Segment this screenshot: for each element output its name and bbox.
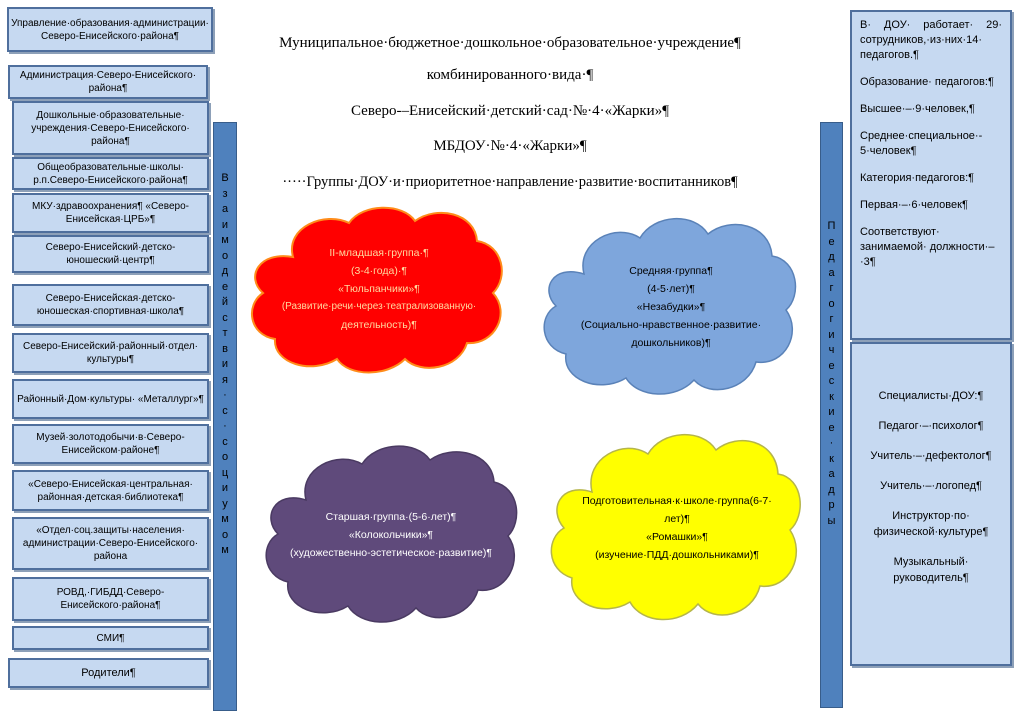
cloud-senior-line-1: Старшая·группа·(5-6·лет)¶ <box>325 511 457 523</box>
right-bar-letter: и <box>828 406 835 418</box>
left-box-administration: Администрация·Северо-Енисейского· района¶ <box>8 65 208 99</box>
right-bar-letter: с <box>828 375 835 387</box>
title-line-4: МБДОУ·№·4·«Жарки»¶ <box>433 138 587 154</box>
right-bar-letter: г <box>829 313 834 325</box>
left-bar-letter: м <box>221 544 229 556</box>
left-bar-letter: · <box>223 420 227 432</box>
left-bar-letter: с <box>222 311 228 324</box>
cloud-prep-line-2: лет)¶ <box>664 513 690 525</box>
left-box-culture-house: Районный·Дом·культуры· «Металлург»¶ <box>12 379 209 419</box>
left-box-library: «Северо-Енисейская·центральная· районная·детская·библиотека¶ <box>12 470 209 511</box>
staff-education: Образование· педагогов:¶ <box>860 76 994 88</box>
left-bar-letter: т <box>222 327 228 339</box>
staff-intro: В· ДОУ· работает· 29· сотрудников,·из·них·14· педагогов.¶ <box>860 19 1002 61</box>
left-bar-letter: е <box>221 280 229 293</box>
cloud-prep-line-1: Подготовительная·к·школе·группа(6-7· <box>582 495 772 507</box>
left-bar-letter: о <box>221 528 229 541</box>
cloud-junior-line-3: «Тюльпанчики»¶ <box>338 283 420 295</box>
right-bar-letter: е <box>828 421 835 434</box>
cloud-senior-group <box>260 440 522 630</box>
left-box-parents: Родители¶ <box>8 658 209 688</box>
specialists-panel <box>850 342 1012 666</box>
staff-panel <box>850 10 1012 340</box>
left-bar-letter: д <box>221 265 229 277</box>
title-line-3: Северо-–Енисейский·детский·сад·№·4·«Жарки»¶ <box>350 103 670 119</box>
left-box-education-dept: Управление·образования·администрации· Северо-Енисейского·района¶ <box>7 7 213 52</box>
right-bar-letter: и <box>828 328 835 341</box>
cloud-senior-line-3: (художественно-эстетическое·развитие)¶ <box>289 547 493 559</box>
specialist-defectologist: Учитель·–·дефектолог¶ <box>870 450 992 462</box>
specialists-title: Специалисты·ДОУ:¶ <box>878 390 984 402</box>
left-bar-letter: о <box>221 249 229 262</box>
cloud-junior-group <box>245 199 513 379</box>
cloud-middle-line-4: (Социально-нравственное·развитие· <box>580 319 762 331</box>
left-box-culture-dept: Северо-Енисейский·районный·отдел· культуры¶ <box>12 333 209 373</box>
specialist-psychologist: Педагог·–·психолог¶ <box>878 420 984 432</box>
cloud-junior-line-2: (3-4·года)·¶ <box>351 265 407 277</box>
left-bar-letter: з <box>222 187 228 200</box>
left-bar-letter: с <box>222 435 228 448</box>
left-box-youth-center: Северо-Енисейский·детско- юношеский·центр¶ <box>12 235 209 273</box>
left-bar-letter: · <box>223 389 227 401</box>
title-line-5: ·····Группы·ДОУ·и·приоритетное·направление·развитие·воспитанников¶ <box>282 174 738 190</box>
cloud-junior-line-5: деятельность)¶ <box>341 319 417 331</box>
staff-secondary: Среднее·специальное·- 5·человек¶ <box>860 130 983 157</box>
title-line-2: комбинированного·вида·¶ <box>426 67 594 83</box>
right-vertical-bar <box>820 122 843 708</box>
left-bar-letter: и <box>221 358 229 370</box>
cloud-junior-line-1: II-младшая·группа·¶ <box>329 247 429 259</box>
cloud-middle-line-3: «Незабудки»¶ <box>636 301 706 313</box>
specialist-music-director: Музыкальный· руководитель¶ <box>893 556 969 584</box>
right-bar-letter: а <box>828 266 835 279</box>
left-vertical-bar <box>213 122 237 711</box>
right-bar-letter: д <box>828 251 835 263</box>
left-bar-letter: и <box>221 218 229 231</box>
cloud-prep-line-4: (изучение·ПДД·дошкольниками)¶ <box>595 549 759 561</box>
staff-category: Категория·педагогов:¶ <box>860 172 975 184</box>
right-bar-letter: е <box>828 359 835 372</box>
left-bar-letter: а <box>221 203 229 215</box>
specialist-pe-instructor: Инструктор·по· физической·культуре¶ <box>873 510 989 538</box>
cloud-preparatory-group <box>548 428 806 628</box>
left-bar-letter: ц <box>221 466 229 479</box>
cloud-prep-line-3: «Ромашки»¶ <box>646 531 708 543</box>
left-bar-letter: в <box>222 342 228 355</box>
specialist-speech-therapist: Учитель·–·логопед¶ <box>880 480 982 492</box>
left-box-preschools: Дошкольные·образовательные· учреждения·Северо-Енисейского· района¶ <box>12 101 209 155</box>
left-bar-letter: и <box>221 482 229 494</box>
right-bar-letter: е <box>828 235 835 248</box>
staff-matches: Соответствуют· занимаемой· должности·–·3¶ <box>860 226 995 268</box>
right-bar-letter: к <box>829 452 834 465</box>
staff-higher: Высшее·–·9·человек,¶ <box>860 103 975 115</box>
left-bar-letter: й <box>221 296 229 308</box>
right-bar-letter: · <box>829 437 834 449</box>
right-bar-letter: о <box>828 297 835 310</box>
title-line-1: Муниципальное·бюджетное·дошкольное·образовательное·учреждение¶ <box>279 35 741 51</box>
left-box-schools: Общеобразовательные·школы· р.п.Северо-Енисейского·района¶ <box>12 157 209 190</box>
left-bar-letter: с <box>222 404 228 417</box>
cloud-middle-line-5: дошкольников)¶ <box>631 337 711 349</box>
right-bar-letter: р <box>828 499 835 511</box>
right-bar-letter: ы <box>827 514 836 527</box>
left-box-hospital: МКУ·здравоохранения¶ «Северо-Енисейская·ЦРБ»¶ <box>12 193 209 233</box>
right-bar-text <box>828 219 836 529</box>
cloud-middle-group <box>540 212 802 402</box>
right-bar-letter: ч <box>828 344 835 356</box>
left-box-police: РОВД,·ГИБДД·Северо- Енисейского·района¶ <box>12 577 209 621</box>
cloud-middle-line-1: Средняя·группа¶ <box>629 265 713 277</box>
left-bar-letter: м <box>221 513 229 525</box>
staff-first: Первая·–·6·человек¶ <box>860 199 968 211</box>
left-bar-letter: м <box>221 234 229 246</box>
left-bar-letter: о <box>221 451 229 463</box>
left-bar-letter: у <box>222 497 228 510</box>
left-bar-letter: В <box>221 172 229 184</box>
left-bar-text <box>221 171 229 559</box>
left-box-social-protection: «Отдел·соц.защиты·населения· администрации·Северо-Енисейского· района <box>12 517 209 570</box>
cloud-junior-line-4: (Развитие·речи·через·театрализованную· <box>281 301 477 312</box>
right-bar-letter: г <box>829 282 834 294</box>
right-bar-letter: к <box>829 390 834 403</box>
right-bar-letter: д <box>828 483 835 496</box>
cloud-middle-line-2: (4-5·лет)¶ <box>647 283 695 295</box>
left-box-media: СМИ¶ <box>12 626 209 650</box>
right-bar-letter: П <box>827 220 836 232</box>
cloud-senior-line-2: «Колокольчики»¶ <box>348 529 434 541</box>
left-box-sports-school: Северо-Енисейская·детско- юношеская·спортивная·школа¶ <box>12 284 209 326</box>
right-bar-letter: а <box>828 468 835 480</box>
left-bar-letter: я <box>222 373 228 386</box>
left-box-gold-museum: Музей·золотодобычи·в·Северо- Енисейском·районе¶ <box>12 424 209 464</box>
